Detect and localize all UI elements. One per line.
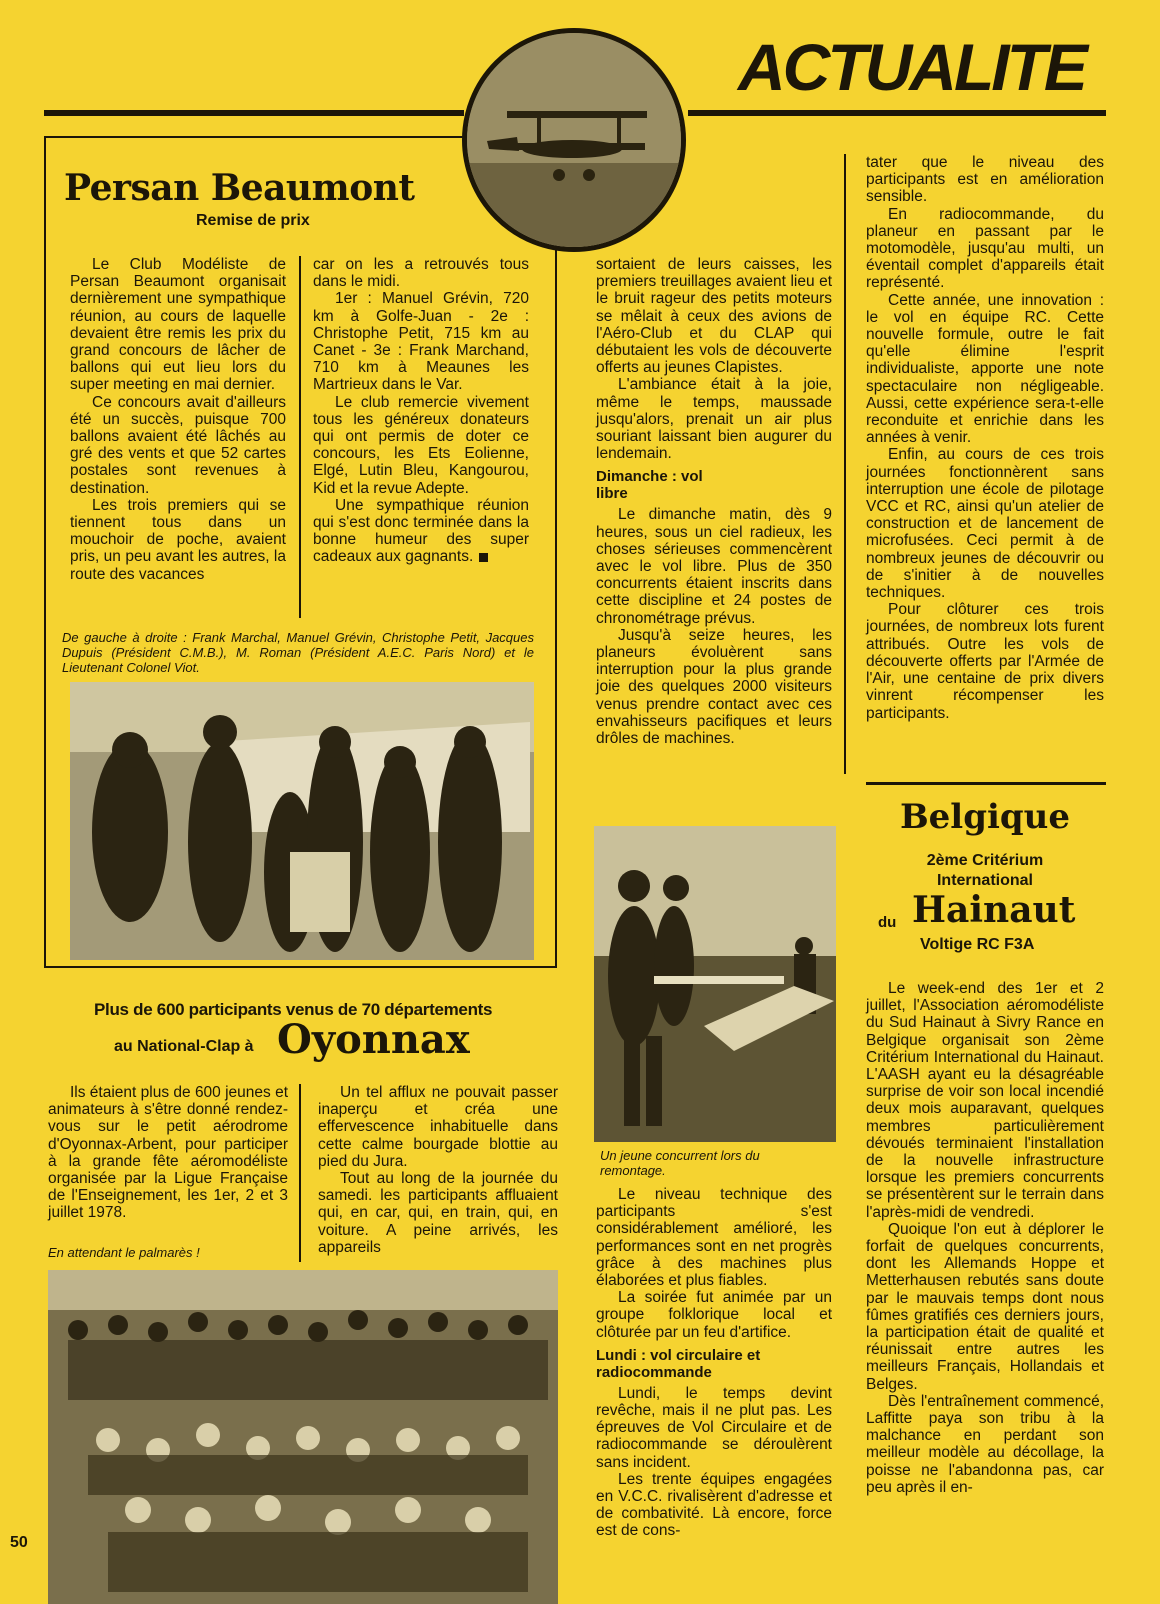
- end-mark-icon: [479, 553, 488, 562]
- column-divider: [844, 154, 846, 774]
- biplane-photo: [462, 28, 686, 252]
- page-number: 50: [10, 1534, 28, 1551]
- paragraph: Pour clôturer ces trois journées, de nombreux lots furent attribués. Outre les vols de découverte offerts par l'Armée de l'Air, une centaine de prix divers vinrent récompenser les participants.: [866, 601, 1104, 722]
- paragraph: Le Club Modéliste de Persan Beaumont organisait dernièrement une sympathique réunion, au cours de laquelle devaient être remis les prix du grand concours de lâcher de ballons qui eut lieu lors du super meeting en mai dernier.: [70, 256, 286, 394]
- paragraph: Les trois premiers qui se tiennent tous dans un mouchoir de poche, avaient pris, un peu avant les autres, la route des vacances: [70, 496, 286, 583]
- oyonnax-column-3-top: [596, 256, 832, 747]
- header-rule-left: [44, 110, 464, 116]
- paragraph: L'ambiance était à la joie, même le temps, maussade jusqu'alors, prenait un air plus souriant laissant bien augurer du lendemain.: [596, 376, 832, 463]
- paragraph: Le week-end des 1er et 2 juillet, l'Association aéromodéliste du Sud Hainaut à Sivry Rance en Belgique organisait son 2ème Critérium International du Hainaut. L'AASH ayant eu la désagréable surprise de voir son local incendié deux mois auparavant, quelques membres particulièrement dévoués terminaient l'installation de la nouvelle infrastructure lorsque les premiers concurrents se présentèrent sur le terrain dans l'après-midi de vendredi.: [866, 980, 1104, 1221]
- paragraph: Tout au long de la journée du samedi. les participants affluaient qui, en car, qui, en train, qui, en voiture. A peine arrivés, les appareils: [318, 1170, 558, 1256]
- persan-title: Persan Beaumont: [64, 167, 415, 209]
- persan-column-1: [70, 256, 286, 583]
- belgique-title2: Hainaut: [912, 889, 1076, 931]
- column-divider: [299, 256, 301, 618]
- paragraph: Ce concours avait d'ailleurs été un succès, puisque 700 ballons avaient été lâchés au gré des vents et que 52 cartes postales sont revenues à destination.: [70, 393, 286, 497]
- paragraph: Quoique l'on eut à déplorer le forfait de quelques concurrents, dont les Allemands Hoppe et Metterhausen rebutés sans doute par le mauvais temps dont nous fûmes gratifiés ces derniers jours, la participation était de qualité et réunissait entre autres les meilleurs Français, Hollandais et Belges.: [866, 1220, 1104, 1393]
- belgique-column: [866, 980, 1104, 1496]
- oyonnax-headline-line1: Plus de 600 participants venus de 70 départements: [94, 1000, 493, 1019]
- header-rule: [688, 110, 1106, 116]
- paragraph: La soirée fut animée par un groupe folklorique local et clôturée par un feu d'artifice.: [596, 1289, 832, 1341]
- belgique-line3: International: [936, 872, 1033, 889]
- persan-column-2: [313, 256, 529, 566]
- subheading-lundi: Lundi : vol circulaire et radiocommande: [596, 1346, 761, 1381]
- paragraph: Dès l'entraînement commencé, Laffitte paya son tribu à la malchance en perdant son meilleur modèle au décollage, la poisse ne l'abandonna pas, car peu après il en-: [866, 1392, 1104, 1496]
- paragraph: Ils étaient plus de 600 jeunes et animateurs à s'être donné rendez-vous sur le petit aérodrome d'Oyonnax-Arbent, pour participer à la grande fête aéromodéliste organisée par la Ligue Française de l'Enseignement, les 1er, 2 et 3 juillet 1978.: [48, 1084, 289, 1222]
- column-divider: [299, 1084, 301, 1262]
- crowd-photo: [48, 1270, 558, 1604]
- section-title: ACTUALITE: [738, 30, 1085, 104]
- paragraph: Lundi, le temps devint revêche, mais il ne plut pas. Les épreuves de Vol Circulaire et de radiocommande se déroulèrent sans incident.: [596, 1384, 832, 1471]
- persan-group-photo: [70, 682, 534, 960]
- young-competitor-caption: Un jeune concurrent lors du remontage.: [600, 1148, 760, 1178]
- belgique-du: du: [878, 914, 897, 931]
- oyonnax-column-4: [866, 154, 1104, 722]
- oyonnax-column-2: [318, 1084, 558, 1256]
- oyonnax-photo-caption: En attendant le palmarès !: [48, 1245, 200, 1260]
- paragraph: Cette année, une innovation : le vol en équipe RC. Cette nouvelle formule, outre le fait qu'elle élimine l'esprit individualiste, apporte une note spectaculaire non négligeable. Aussi, cette expérience sera-t-elle reconduite et enrichie dans les années à venir.: [866, 291, 1104, 447]
- paragraph: Enfin, au cours de ces trois journées fonctionnèrent sans interruption une école de pilotage VCC et RC, ainsi qu'un atelier de construction et de lancement de microfusées. Ceci permit à de nombreux jeunes de découvrir ou de s'initier à de nouvelles techniques.: [866, 446, 1104, 602]
- oyonnax-title: Oyonnax: [277, 1016, 470, 1063]
- belgique-line5: Voltige RC F3A: [920, 936, 1035, 953]
- paragraph: En radiocommande, du planeur en passant par le motomodèle, jusqu'au multi, un éventail complet d'appareils était représenté.: [866, 205, 1104, 292]
- persan-photo-caption: De gauche à droite : Frank Marchal, Manuel Grévin, Christophe Petit, Jacques Dupuis (Président C.M.B.), M. Roman (Président A.E.C. Paris Nord) et le Lieutenant Colonel Viot.: [62, 630, 534, 675]
- oyonnax-headline-prefix: au National-Clap à: [114, 1038, 254, 1055]
- persan-subtitle: Remise de prix: [196, 212, 310, 229]
- subheading-dimanche: Dimanche : vol libre: [596, 468, 703, 503]
- young-competitor-photo: [594, 826, 836, 1142]
- paragraph: tater que le niveau des participants est en amélioration sensible.: [866, 154, 1104, 206]
- paragraph: Le club remercie vivement tous les généreux donateurs qui ont permis de doter ce concours, les Ets Eolienne, Elgé, Lutin Bleu, Kangourou, Kid et la revue Adepte.: [313, 393, 529, 497]
- belgique-line2: 2ème Critérium: [926, 852, 1044, 869]
- paragraph: 1er : Manuel Grévin, 720 km à Golfe-Juan - 2e : Christophe Petit, 715 km au Canet - 3e : Frank Marchand, 710 km à Meaunes les Martrieux dans le Var.: [313, 290, 529, 394]
- belgique-title: Belgique: [899, 797, 1071, 837]
- paragraph: car on les a retrouvés tous dans le midi.: [313, 256, 529, 291]
- paragraph: Le dimanche matin, dès 9 heures, sous un ciel radieux, les choses sérieuses commencèrent avec le vol libre. Plus de 350 concurrents étaient inscrits dans cette discipline et 24 postes de chronométrage prévus.: [596, 506, 832, 627]
- paragraph: Une sympathique réunion qui s'est donc terminée dans la bonne humeur des super cadeaux aux gagnants.: [313, 496, 529, 566]
- paragraph: Un tel afflux ne pouvait passer inaperçu et créa une effervescence inhabituelle dans cette calme bourgade blottie au pied du Jura.: [318, 1084, 558, 1170]
- belgique-rule: [866, 782, 1106, 785]
- paragraph: Jusqu'à seize heures, les planeurs évoluèrent sans interruption pour la plus grande joie des quelques 2000 visiteurs venus prendre contact avec ces envahisseurs pacifiques et leurs drôles de machines.: [596, 626, 832, 748]
- paragraph: Les trente équipes engagées en V.C.C. rivalisèrent d'adresse et de combativité. Là encore, force est de cons-: [596, 1470, 832, 1540]
- paragraph: sortaient de leurs caisses, les premiers treuillages avaient lieu et le bruit rageur des petits moteurs se mêlait à ceux des avions de l'Aéro-Club et du CLAP qui débutaient les vols de découverte offerts au jeunes Clapistes.: [596, 256, 832, 377]
- oyonnax-column-3-bottom: [596, 1186, 832, 1540]
- oyonnax-column-1: [48, 1084, 288, 1222]
- paragraph: Le niveau technique des participants s'est considérablement amélioré, les performances sont en net progrès grâce à des machines plus élaborées et plus fiables.: [596, 1186, 832, 1290]
